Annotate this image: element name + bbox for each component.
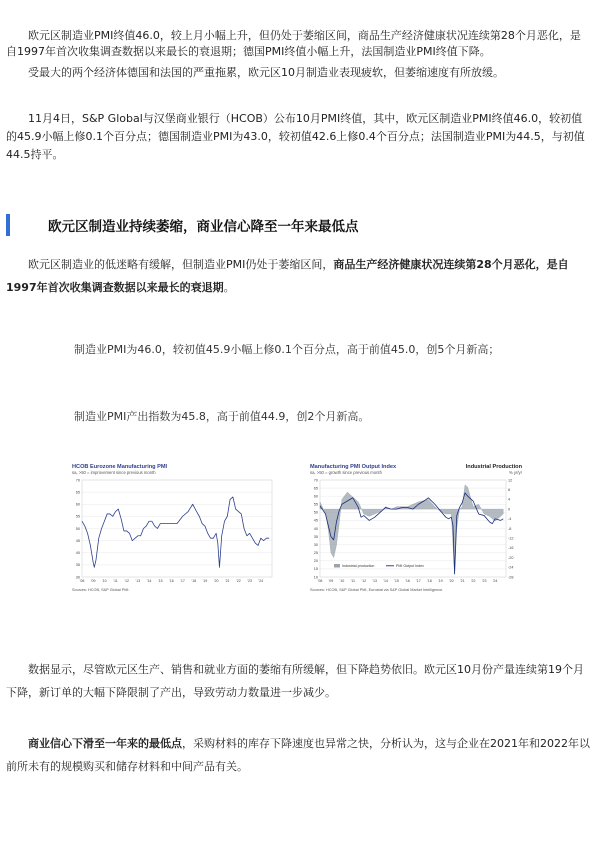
chart1-subtitle: sa, >50 = improvement since previous month — [72, 470, 156, 475]
legend-label-industrial-production: Industrial production — [342, 564, 375, 568]
paragraph-3: 11月4日，S&P Global与汉堡商业银行（HCOB）公布10月PMI终值，其中，欧元区制造业PMI终值46.0，较初值的45.9小幅上修0.1个百分点；德国制造业PMI为43.0，较初值42.6上修0.4个百分点；法国制造业PMI为44.5，与初值44.5持平。 — [6, 112, 585, 161]
quote-2: 制造业PMI产出指数为45.8，高于前值44.9，创2个月新高。 — [74, 410, 370, 423]
y-tick-label: 35 — [313, 534, 318, 539]
x-tick-label: '13 — [372, 579, 378, 583]
x-tick-label: '21 — [224, 579, 230, 583]
paragraph-4 — [6, 253, 590, 299]
y-tick-label: 60 — [75, 502, 80, 507]
x-tick-label: '17 — [416, 579, 421, 583]
chart1-title: HCOB Eurozone Manufacturing PMI — [72, 464, 168, 470]
paragraph-6-rest: ，采购材料的库存下降速度也异常之快，分析认为，这与企业在2021年和2022年以前所未有的规模购买和储存材料和中间产品有关。 — [6, 737, 590, 773]
paragraph-6-bold: 商业信心下滑至一年来的最低点 — [28, 737, 182, 750]
x-tick-label: '10 — [339, 579, 345, 583]
y-tick-label: 40 — [75, 551, 80, 556]
x-tick-label: '12 — [124, 579, 130, 583]
y-tick-label: 65 — [75, 490, 80, 495]
y-tick-label: 25 — [313, 551, 318, 556]
y-tick-label: 45 — [75, 538, 80, 543]
x-tick-label: '08 — [317, 579, 323, 583]
x-tick-label: '23 — [247, 579, 252, 583]
x-tick-label: '14 — [146, 579, 152, 583]
x-tick-label: '19 — [202, 579, 208, 583]
paragraph-1: 欧元区制造业PMI终值46.0，较上月小幅上升，但仍处于萎缩区间，商品生产经济健康状况连续第28个月恶化，是自1997年首次收集调查数据以来最长的衰退期；德国PMI终值小幅上升，法国制造业PMI终值下降。 — [6, 29, 581, 58]
chart2-right-title: Industrial Production — [465, 464, 522, 470]
x-tick-label: '19 — [438, 579, 443, 583]
x-tick-label: '12 — [361, 579, 367, 583]
y2-tick-label: -20 — [508, 555, 514, 560]
y-tick-label: 35 — [75, 563, 80, 568]
y2-tick-label: 8 — [508, 488, 511, 492]
x-tick-label: '17 — [180, 579, 185, 583]
paragraph-2: 受最大的两个经济体德国和法国的严重拖累，欧元区10月制造业表现疲软，但萎缩速度有所放缓。 — [28, 66, 504, 79]
y-tick-label: 40 — [313, 526, 318, 531]
heading-accent-bar — [6, 214, 10, 236]
x-tick-label: '24 — [492, 579, 498, 583]
x-tick-label: '20 — [448, 579, 454, 583]
x-tick-label: '10 — [102, 579, 107, 583]
x-tick-label: '16 — [169, 579, 174, 583]
quote-1: 制造业PMI为46.0，较初值45.9小幅上修0.1个百分点，高于前值45.0，创5个月新高； — [74, 343, 500, 356]
y2-tick-label: -16 — [508, 546, 514, 551]
x-tick-label: '09 — [90, 579, 96, 583]
x-tick-label: '11 — [113, 579, 118, 583]
x-tick-label: '23 — [481, 579, 487, 583]
legend-swatch-industrial-production — [334, 564, 340, 568]
chart2-title: Manufacturing PMI Output Index — [310, 464, 397, 470]
x-tick-label: '16 — [405, 579, 410, 583]
y-tick-label: 60 — [313, 494, 318, 499]
y-tick-label: 15 — [313, 567, 318, 572]
y-tick-label: 30 — [75, 575, 80, 580]
paragraph-4-bold: 商品生产经济健康状况连续第28个月恶化，是自1997年首次收集调查数据以来最长的衰退期 — [6, 258, 569, 294]
x-tick-label: '15 — [157, 579, 163, 583]
legend-label-pmi-output: PMI Output Index — [396, 564, 424, 568]
chart2-source: Sources: HCOB, S&P Global PMI, Eurostat via S&P Global Market Intelligence. — [310, 588, 444, 592]
x-tick-label: '22 — [236, 579, 241, 583]
x-tick-label: '14 — [383, 579, 388, 583]
heading-text: 欧元区制造业持续萎缩，商业信心降至一年来最低点 — [48, 219, 359, 235]
y2-tick-label: 12 — [508, 478, 513, 483]
x-tick-label: '21 — [459, 579, 465, 583]
y2-tick-label: 0 — [508, 507, 511, 512]
pmi-series-line — [82, 497, 269, 567]
y-tick-label: 55 — [313, 502, 318, 507]
y2-tick-label: -24 — [508, 565, 514, 570]
y-tick-label: 65 — [313, 486, 318, 491]
chart-pmi-output-industrial-production — [306, 460, 526, 595]
paragraph-5: 数据显示，尽管欧元区生产、销售和就业方面的萎缩有所缓解，但下降趋势依旧。欧元区10月份产量连续第19个月下降，新订单的大幅下降限制了产出，导致劳动力数量进一步减少。 — [6, 663, 584, 699]
x-tick-label: '18 — [191, 579, 197, 583]
y-tick-label: 50 — [75, 526, 80, 531]
x-tick-label: '09 — [328, 579, 334, 583]
y-tick-label: 50 — [313, 510, 318, 515]
y-tick-label: 10 — [313, 575, 318, 580]
y-tick-label: 20 — [313, 559, 318, 564]
y2-tick-label: -4 — [508, 517, 512, 522]
y2-tick-label: 4 — [508, 497, 511, 502]
x-tick-label: '11 — [350, 579, 356, 583]
paragraph-6 — [6, 732, 590, 778]
y2-tick-label: -28 — [508, 575, 514, 580]
y-tick-label: 70 — [313, 478, 318, 483]
x-tick-label: '15 — [394, 579, 399, 583]
x-tick-label: '13 — [135, 579, 141, 583]
chart1-source: Sources: HCOB, S&P Global PMI. — [72, 588, 130, 592]
section-heading — [6, 212, 590, 236]
x-tick-label: '20 — [213, 579, 219, 583]
y2-tick-label: -12 — [508, 536, 514, 541]
chart-eurozone-pmi — [68, 460, 276, 595]
chart2-subtitle: sa, >50 = growth since previous month — [310, 470, 382, 475]
y-tick-label: 55 — [75, 514, 80, 519]
y2-tick-label: -8 — [508, 526, 512, 531]
paragraph-4-lead: 欧元区制造业的低迷略有缓解，但制造业PMI仍处于萎缩区间， — [28, 258, 334, 271]
x-tick-label: '08 — [79, 579, 85, 583]
x-tick-label: '22 — [470, 579, 476, 583]
industrial-production-area — [320, 485, 503, 575]
x-tick-label: '18 — [427, 579, 432, 583]
y-tick-label: 70 — [75, 478, 80, 483]
y-tick-label: 30 — [313, 542, 318, 547]
paragraph-4-end: 。 — [223, 281, 235, 294]
chart2-right-subtitle: % yr/yr — [508, 470, 522, 475]
x-tick-label: '24 — [258, 579, 264, 583]
y-tick-label: 45 — [313, 518, 318, 523]
